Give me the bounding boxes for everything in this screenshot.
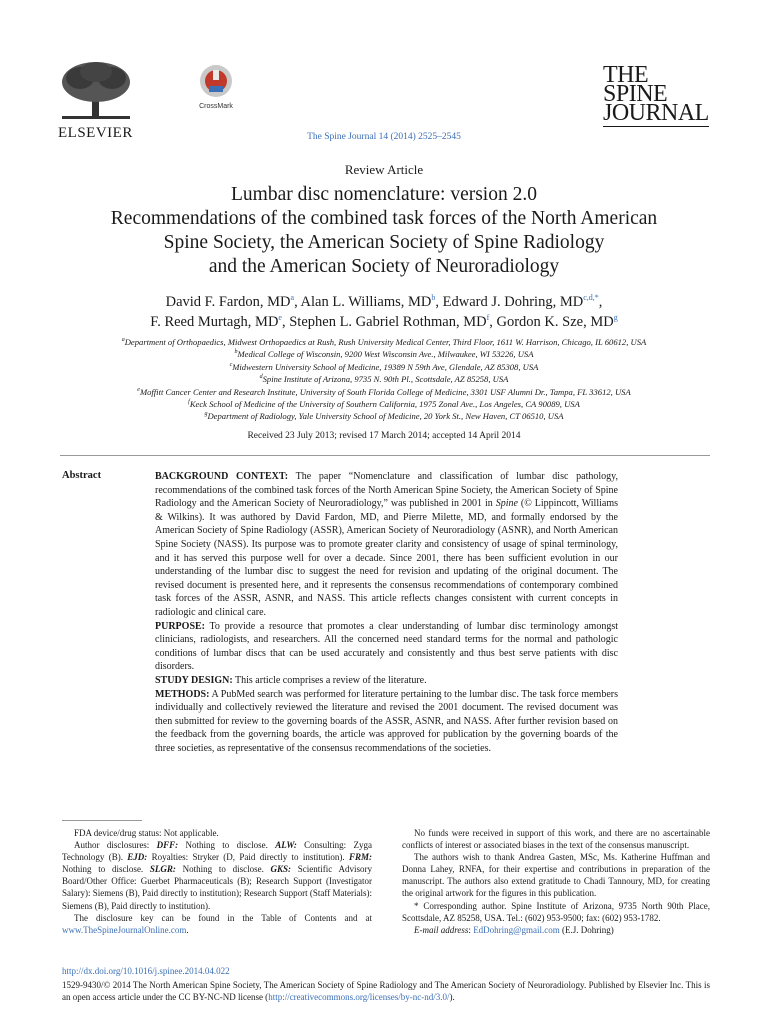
title-line: Spine Society, the American Society of Spine Radiology (163, 232, 605, 253)
affiliation: $^g$Department of Radiology, Yale University School of Medicine, 20 York St., New Haven, CT 06510, USA (204, 411, 564, 422)
license-link[interactable]: http://creativecommons.org/licenses/by-nc-nd/3.0/ (268, 992, 450, 1002)
acknowledgements: The authors wish to thank Andrea Gasten, MSc, Ms. Katherine Huffman and Donna Lahey, RNFA, for their expertise and contributions in preparation of the manuscript. The authors also extend gratitude to Chadi Tannoury, MD, for creating the original artwork for the figures in this publication. (402, 852, 710, 899)
crossmark-badge[interactable] (193, 64, 239, 110)
received-dates: Received 23 July 2013; revised 17 March 2014; accepted 14 April 2014 (247, 431, 521, 441)
author-affil-link[interactable]: g (613, 313, 618, 323)
disclosure-key: The disclosure key can be found in the Table of Contents and at www.TheSpineJournalOnline.com. (62, 912, 372, 935)
author-affil-link[interactable]: e (278, 313, 282, 323)
author-affil-link[interactable]: f (486, 313, 490, 323)
affiliation: $^c$Midwestern University School of Medicine, 19389 N 59th Ave, Glendale, AZ 85308, USA (229, 361, 539, 372)
affiliation-list (40, 336, 728, 423)
affiliation: $^b$Medical College of Wisconsin, 9200 West Wisconsin Ave., Milwaukee, WI 53226, USA (234, 349, 534, 360)
journal-website-link[interactable]: www.TheSpineJournalOnline.com (62, 924, 187, 935)
author-name: , Stephen L. Gabriel Rothman, MD (281, 314, 487, 330)
article-title (40, 183, 728, 279)
author-name: , Gordon K. Sze, MD (489, 314, 614, 330)
abstract-methods: METHODS: A PubMed search was performed for literature pertaining to the lumbar disc. The task force members individually and collectively reviewed the literature and revised the 2001 document. The revised document was then submitted for review to the governing boards of the ASSR, ASNR, and NASS. After further revision based on the feedback from the governing boards, the article was approved for publication by the governing boards of the three societies, as representative of the consensus recommendations of the societies. (155, 688, 618, 754)
author-list (40, 292, 728, 332)
crossmark-label: CrossMark (199, 103, 233, 110)
journal-logo (603, 62, 709, 126)
title-line: Recommendations of the combined task forces of the North American (110, 208, 658, 229)
copyright-notice: 1529-9430/© 2014 The North American Spine Society, The American Society of Spine Radiology and The American Society of Neuroradiology. Published by Elsevier Inc. This is an open access article under the CC BY-NC-ND license (http://creativecommons.org/licenses/by-nc-nd/3.0/). (62, 980, 710, 1002)
publisher-name: ELSEVIER (58, 125, 133, 141)
abstract-background: BACKGROUND CONTEXT: The paper “Nomenclature and classification of lumbar disc pathology, recommendations of the combined task forces of the North American Spine Society, the American Society of Spine Radiology and the American Society of Neuroradiology,” was published in 2001 in Spine (© Lippincott, Williams & Wilkins). It was authored by David Fardon, MD, and Pierre Milette, MD, and formally endorsed by the American Society of Spine Radiology (ASSR), American Society of Neuroradiology (ASNR), and North American Spine Society (NASS). Its purpose was to promote greater clarity and consistency of usage of spinal terminology, and it has served this purpose well for over a decade. Since 2001, there has been sufficient evolution in our understanding of the lumbar disc to suggest the need for revision and updating of the original document. The revised document is presented here, and it represents the consensus recommendations of contemporary combined task forces of the ASSR, ASNR, and NASS. This article reflects changes consistent with current concepts in radiologic and clinical care. (155, 471, 619, 618)
journal-logo-line: THE (603, 62, 649, 88)
crossmark-icon (199, 64, 233, 98)
author-disclosures: Author disclosures: DFF: Nothing to disclose. ALW: Consulting: Zyga Technology (B). EJD: Royalties: Stryker (D, Paid directly to institution). FRM: Nothing to disclose. SLGR: Nothing to disclose. GKS: Scientific Advisory Board/Other Office: Guerbet Pharmaceuticals (B); Research Support (Investigator Salary): Siemens (B), Paid directly to institution); Research Support (Staff Materials): Siemens (B), Paid directly to institution). (62, 840, 373, 911)
affiliation: $^d$Spine Institute of Arizona, 9735 N. 90th Pl., Scottsdale, AZ 85258, USA (259, 374, 509, 385)
abstract-label: Abstract (62, 470, 102, 481)
footnote-rule (62, 820, 142, 821)
author-affil-link[interactable]: a (290, 293, 295, 303)
author-affil-link[interactable]: b (431, 293, 436, 303)
journal-logo-line: SPINE (603, 81, 668, 107)
footnotes-left (62, 827, 372, 936)
affiliation: $^e$Moffitt Cancer Center and Research Institute, University of South Florida College of Medicine, 3301 USF Alumni Dr., Tampa, FL 33612, USA (137, 386, 631, 397)
affiliation: $^a$Department of Orthopaedics, Midwest Orthopaedics at Rush, Rush University Medical Center, Third Floor, 1611 W. Harrison, Chicago, IL 60612, USA (121, 337, 647, 347)
abstract-purpose: PURPOSE: To provide a resource that promotes a clear understanding of lumbar disc terminology amongst clinicians, radiologists, and researchers. All the concerned need standard terms for the normal and pathologic conditions of lumbar discs that can be used accurately and consistently and thus best serve patients with disc disorders. (155, 620, 618, 673)
email-line: E-mail address: EdDohring@gmail.com (E.J. Dohring) (414, 924, 614, 935)
footnotes-right (402, 827, 710, 936)
fda-status: FDA device/drug status: Not applicable. (74, 828, 219, 838)
author-name: David F. Fardon, MD (165, 294, 291, 310)
title-line: Lumbar disc nomenclature: version 2.0 (231, 184, 537, 205)
section-divider (60, 455, 710, 456)
article-type: Review Article (344, 162, 424, 177)
journal-logo-line: JOURNAL (603, 100, 709, 126)
journal-citation[interactable]: The Spine Journal 14 (2014) 2525–2545 (307, 132, 461, 142)
journal-logo-rule (603, 126, 709, 127)
corresponding-author: * Corresponding author. Spine Institute of Arizona, 9735 North 90th Place, Scottsdale, AZ 85258, USA. Tel.: (602) 953-9500; fax: (602) 953-1782. (402, 900, 710, 923)
author-name: , Alan L. Williams, MD (294, 294, 432, 310)
author-name: F. Reed Murtagh, MD (150, 314, 279, 330)
author-name: , Edward J. Dohring, MD (435, 294, 584, 310)
author-affil-link[interactable]: c,d,* (583, 293, 599, 303)
abstract-body (155, 470, 618, 755)
abstract-study-design: STUDY DESIGN: This article comprises a review of the literature. (155, 674, 427, 686)
doi-link[interactable]: http://dx.doi.org/10.1016/j.spinee.2014.04.022 (62, 966, 230, 976)
email-link[interactable]: EdDohring@gmail.com (473, 924, 560, 935)
author-separator: , (598, 294, 603, 310)
title-line: and the American Society of Neuroradiology (208, 256, 560, 277)
affiliation: $^f$Keck School of Medicine of the University of Southern California, 1975 Zonal Ave., Los Angeles, CA 90089, USA (188, 399, 580, 410)
funding-statement: No funds were received in support of this work, and there are no ascertainable conflicts of interest or associated biases in the text of the consensus manuscript. (402, 828, 710, 851)
